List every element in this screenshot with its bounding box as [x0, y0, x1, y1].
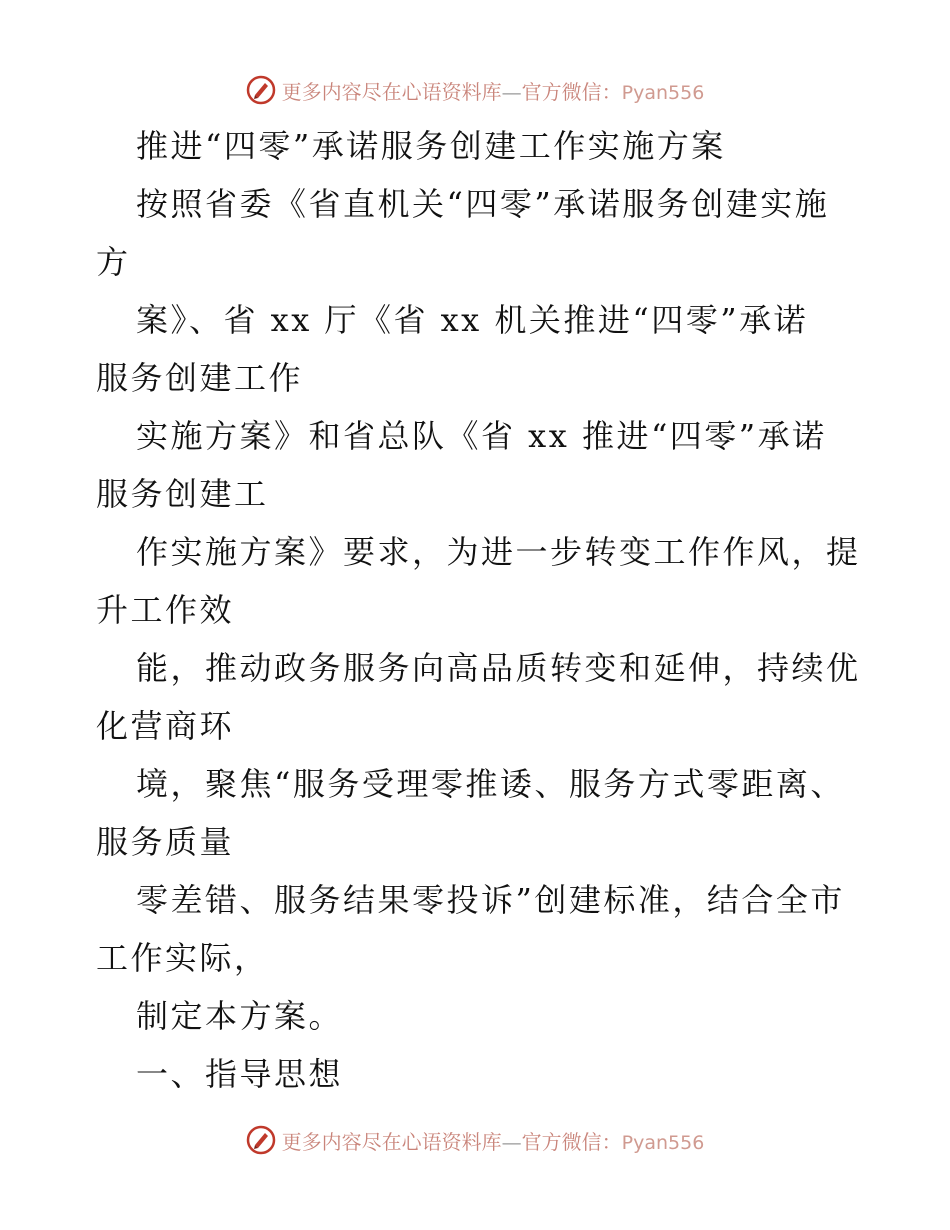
paragraph-line: 服务创建工 [96, 475, 269, 513]
paragraph-line: 方 [96, 243, 131, 281]
pen-logo-icon [246, 75, 276, 105]
paragraph-line: 能，推动政务服务向高品质转变和延伸，持续优 [136, 649, 861, 687]
watermark-header [0, 70, 950, 110]
paragraph-line: 零差错、服务结果零投诉”创建标准，结合全市 [136, 881, 845, 919]
pen-logo-icon [246, 1125, 276, 1155]
paragraph-line: 案》、省 xx 厅《省 xx 机关推进“四零”承诺 [136, 301, 809, 339]
paragraph-line: 服务创建工作 [96, 359, 304, 397]
paragraph-line: 作实施方案》要求，为进一步转变工作作风，提 [136, 533, 861, 571]
paragraph-line: 工作实际， [96, 939, 269, 977]
section-heading: 一、指导思想 [136, 1055, 344, 1093]
paragraph-line: 升工作效 [96, 591, 235, 629]
paragraph-line: 化营商环 [96, 707, 235, 745]
paragraph-line: 按照省委《省直机关“四零”承诺服务创建实施 [136, 185, 830, 223]
watermark-footer [0, 1120, 950, 1160]
paragraph-line: 境，聚焦“服务受理零推诿、服务方式零距离、 [136, 765, 845, 803]
paragraph-line: 服务质量 [96, 823, 235, 861]
watermark-text: 更多内容尽在心语资料库—官方微信：Pyan556 [281, 1129, 705, 1154]
paragraph-line: 实施方案》和省总队《省 xx 推进“四零”承诺 [136, 417, 827, 455]
paragraph-line: 制定本方案。 [136, 997, 344, 1035]
document-title: 推进“四零”承诺服务创建工作实施方案 [136, 127, 726, 165]
watermark-text: 更多内容尽在心语资料库—官方微信：Pyan556 [281, 79, 705, 104]
